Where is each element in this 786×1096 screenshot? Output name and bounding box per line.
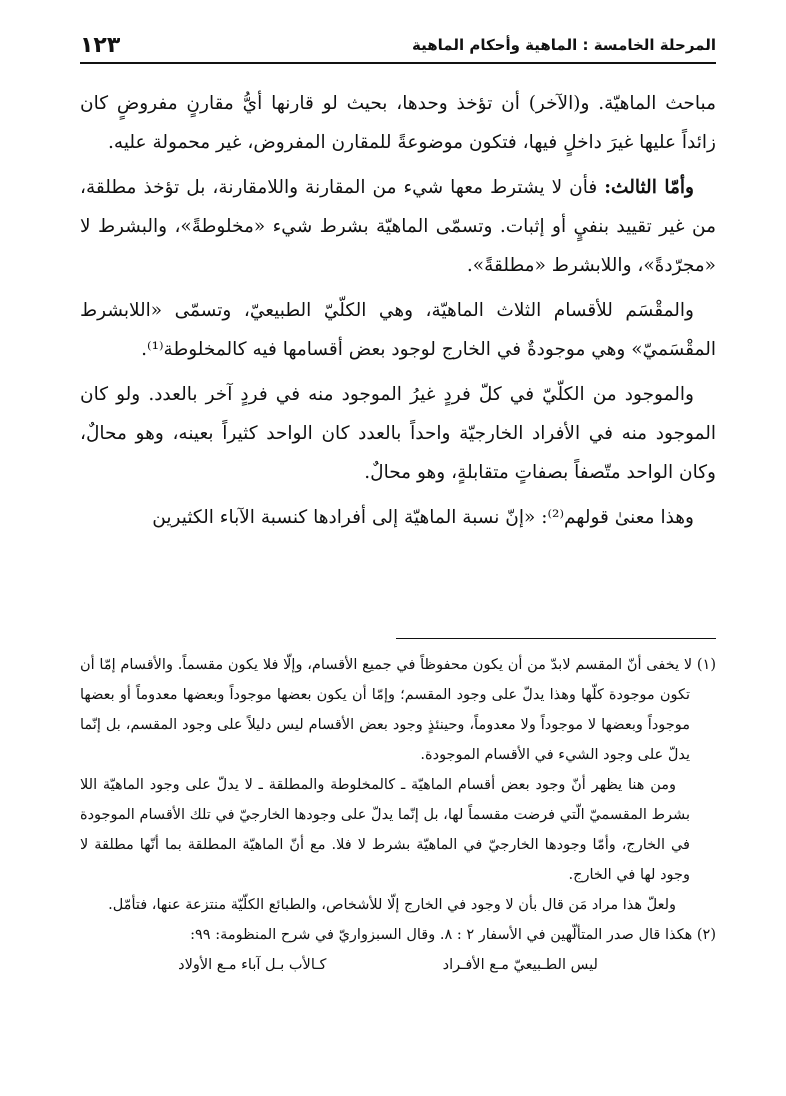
running-title: المرحلة الخامسة : الماهية وأحكام الماهية xyxy=(412,36,716,54)
page-number: ١٢٣ xyxy=(80,32,121,58)
footnote-1: (١) لا يخفى أنّ المقسم لابدّ من أن يكون محفوظاً في جميع الأقسام، وإلّا فلا يكون مقسماً. والأقسام إمّا أن تكون موجودة كلّها وهذا يدلّ على وجود المقسم؛ وإمّا أن يكون بعضها موجوداً وبعضها معدوماً أو بعضها موجوداً وبعضها لا موجوداً ولا معدوماً، وحينئذٍ وجود بعض الأقسام ليس دليلاً على وجود المقسم، بل إنّما يدلّ على وجود الشيء في الأقسام الموجودة. xyxy=(80,657,716,763)
page-header xyxy=(80,28,716,64)
footnote-2-verse xyxy=(80,950,716,980)
paragraph-2-text: فأن لا يشترط معها شيء من المقارنة واللامقارنة، بل تؤخذ مطلقة، من غير تقييد بنفيٍ أو إثبات. وتسمّى الماهيّة بشرط شيء «مخلوطةً»، والبشرط لا «مجرّدةً»، واللابشرط «مطلقةً». xyxy=(80,177,716,276)
paragraph-2-lead: وأمّا الثالث: xyxy=(604,177,694,198)
footnote-1-paragraph-2: ومن هنا يظهر أنّ وجود بعض أقسام الماهيّة ـ كالمخلوطة والمطلقة ـ لا يدلّ على وجود الماهيّة اللا بشرط المقسميّ الّتي فرضت مقسماً لها، بل إنّما يدلّ على وجودها الخارجيّ في تلك الأقسام الموجودة في الخارج، وأمّا وجودها الخارجيّ في الماهيّة بشرط لا فلا. مع أنّ الماهيّة المطلقة بما أنّها مطلقة لا وجود لها في الخارج. xyxy=(80,777,690,883)
paragraph-5: وهذا معنىٰ قولهم⁽²⁾: «إنّ نسبة الماهيّة إلى أفرادها كنسبة الآباء الكثيرين xyxy=(152,507,694,528)
paragraph-4: والموجود من الكلّيّ في كلّ فردٍ غيرُ الموجود منه في فردٍ آخر بالعدد. ولو كان الموجود منه في الأفراد الخارجيّة واحداً بالعدد كان الواحد كثيراً بعينه، وهو محالٌ، وكان الواحد متّصفاً بصفاتٍ متقابلةٍ، وهو محالٌ. xyxy=(80,384,716,483)
footnote-1-paragraph-3: ولعلّ هذا مراد مَن قال بأن لا وجود في الخارج إلّا للأشخاص، والطبائع الكلّيّة منتزعة عنها، فتأمّل. xyxy=(108,897,676,913)
paragraph-1: مباحث الماهيّة. و(الآخر) أن تؤخذ وحدها، بحيث لو قارنها أيُّ مقارنٍ مفروضٍ كان زائداً عليها غيرَ داخلٍ فيها، فتكون موضوعةً للمقارن المفروض، غير محمولة عليه. xyxy=(80,93,716,153)
footnotes xyxy=(80,650,716,980)
footnote-divider xyxy=(396,638,716,639)
paragraph-3: والمقْسَم للأقسام الثلاث الماهيّة، وهي الكلّيّ الطبيعيّ، وتسمّى «اللابشرط المقْسَميّ» وهي موجودةٌ في الخارج لوجود بعض أقسامها فيه كالمخلوطة⁽¹⁾. xyxy=(80,300,716,360)
paragraph-2 xyxy=(80,168,716,285)
footnote-2: (٢) هكذا قال صدر المتألّهين في الأسفار ٢ : ٨. وقال السبزواريّ في شرح المنظومة: ٩٩: xyxy=(190,927,716,943)
main-text xyxy=(80,84,716,543)
verse-first-hemistich: ليس الطـبيعيّ مـع الأفـراد xyxy=(442,957,598,973)
verse-second-hemistich: كـالأب بـل آباء مـع الأولاد xyxy=(178,957,327,973)
